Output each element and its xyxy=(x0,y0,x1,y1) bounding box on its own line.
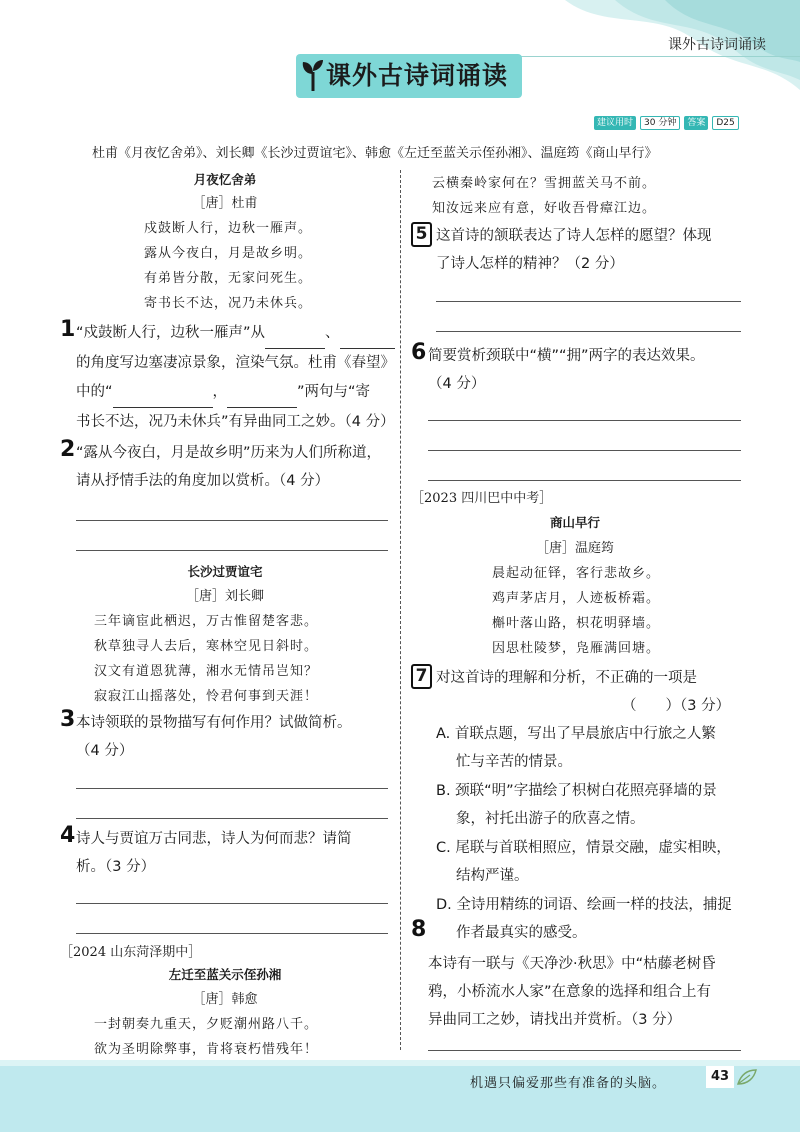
poem-line: 戍鼓断人行，边秋一雁声。 xyxy=(144,221,313,236)
suggested-time-label: 建议用时 xyxy=(594,116,636,130)
answer-line[interactable] xyxy=(428,1050,741,1051)
answer-code: D25 xyxy=(712,116,738,130)
question-number: 8 xyxy=(411,917,427,942)
question-number: 1 xyxy=(60,317,76,342)
answer-line[interactable] xyxy=(76,788,388,789)
question-3-line-1: 本诗领联的景物描写有何作用？试做简析。 xyxy=(76,715,352,731)
question-1-line-1: “戍鼓断人行，边秋一雁声”从 、 xyxy=(76,319,395,349)
section-label: 课外古诗词诵读 xyxy=(668,37,766,53)
poem-author: ［唐］韩愈 xyxy=(192,992,258,1007)
option-a-cont: 忙与辛苦的情景。 xyxy=(456,754,572,770)
question-8-line-1: 本诗有一联与《天净沙·秋思》中“枯藤老树昏 xyxy=(428,956,716,972)
question-number: 2 xyxy=(60,437,76,462)
option-c: C. 尾联与首联相照应，情景交融，虚实相映， xyxy=(436,840,731,856)
poem-line: 秋草独寻人去后，寒林空见日斜时。 xyxy=(94,639,319,654)
poem-line: 有弟皆分散，无家问死生。 xyxy=(144,271,313,286)
poem-line: 一封朝奏九重天，夕贬潮州路八千。 xyxy=(94,1017,319,1032)
answer-line[interactable] xyxy=(76,903,388,904)
question-7-line-1: 对这首诗的理解和分析，不正确的一项是 xyxy=(436,670,697,686)
suggested-time-value: 30 分钟 xyxy=(640,116,680,130)
answer-line[interactable] xyxy=(436,301,741,302)
poem-line: 晨起动征铎，客行悲故乡。 xyxy=(492,566,661,581)
question-1-line-3: 中的“ ， ”两句与“寄 xyxy=(76,378,370,408)
fill-blank[interactable] xyxy=(340,319,395,349)
column-divider xyxy=(400,170,401,1050)
poem-line: 知汝远来应有意，好收吾骨瘴江边。 xyxy=(432,201,657,216)
fill-blank[interactable] xyxy=(265,319,325,349)
question-number: 5 xyxy=(411,222,432,247)
question-number: 6 xyxy=(411,340,427,365)
header-brush-decoration xyxy=(545,0,800,120)
meta-badges xyxy=(594,116,739,130)
option-a: A. 首联点题，写出了早晨旅店中行旅之人繁 xyxy=(436,726,716,742)
leaf-icon xyxy=(736,1068,758,1086)
question-number: 7 xyxy=(411,664,432,689)
poem-line: 汉文有道恩犹薄，湘水无情吊岂知？ xyxy=(94,664,319,679)
option-b: B. 颈联“明”字描绘了枳树白花照亮驿墙的景 xyxy=(436,783,717,799)
answer-line[interactable] xyxy=(428,480,741,481)
poem-line: 鸡声茅店月，人迹板桥霜。 xyxy=(492,591,661,606)
poem-line: 因思杜陵梦，凫雁满回塘。 xyxy=(492,641,661,656)
question-number: 4 xyxy=(60,823,76,848)
question-8-line-2: 鸦，小桥流水人家”在意象的选择和组合上有 xyxy=(428,984,712,1000)
poem-line: 寄书长不达，况乃未休兵。 xyxy=(144,296,313,311)
footer-motto: 机遇只偏爱那些有准备的头脑。 xyxy=(470,1076,667,1091)
answer-line[interactable] xyxy=(76,550,388,551)
question-6-line-2: （4 分） xyxy=(428,376,486,392)
answer-line[interactable] xyxy=(76,520,388,521)
answer-line[interactable] xyxy=(76,818,388,819)
question-6-line-1: 简要赏析颈联中“横”“拥”两字的表达效果。 xyxy=(428,348,705,364)
poem-author: ［唐］杜甫 xyxy=(192,196,258,211)
exam-source-tag: ［2024 山东菏泽期中］ xyxy=(60,945,202,960)
question-2-line-2: 请从抒情手法的角度加以赏析。（4 分） xyxy=(76,473,330,489)
footer-stripe xyxy=(0,1060,800,1066)
poem-author: ［唐］温庭筠 xyxy=(535,541,614,556)
poem-author: ［唐］刘长卿 xyxy=(185,589,264,604)
option-d: D. 全诗用精练的词语、绘画一样的技法，捕捉 xyxy=(436,897,732,913)
question-number: 3 xyxy=(60,707,76,732)
question-5-line-2: 了诗人怎样的精神？（2 分） xyxy=(436,256,624,272)
answer-line[interactable] xyxy=(76,933,388,934)
poem-line: 露从今夜白，月是故乡明。 xyxy=(144,246,313,261)
option-b-cont: 象，衬托出游子的欣喜之情。 xyxy=(456,811,645,827)
answer-line[interactable] xyxy=(436,331,741,332)
poem-title: 月夜忆舍弟 xyxy=(193,172,257,187)
source-line: 杜甫《月夜忆舍弟》、刘长卿《长沙过贾谊宅》、韩愈《左迁至蓝关示侄孙湘》、温庭筠《商山早行》 xyxy=(92,146,658,161)
answer-line[interactable] xyxy=(428,450,741,451)
poem-line: 槲叶落山路，枳花明驿墙。 xyxy=(492,616,661,631)
answer-line[interactable] xyxy=(428,420,741,421)
question-8-line-3: 异曲同工之妙，请找出并赏析。（3 分） xyxy=(428,1012,682,1028)
footer-band xyxy=(0,1060,800,1132)
exam-source-tag: ［2023 四川巴中中考］ xyxy=(411,491,553,506)
option-c-cont: 结构严谨。 xyxy=(456,868,529,884)
poem-line: 欲为圣明除弊事，肯将衰朽惜残年！ xyxy=(94,1042,319,1057)
question-4-line-2: 析。（3 分） xyxy=(76,859,156,875)
question-3-line-2: （4 分） xyxy=(76,743,134,759)
poem-line: 寂寂江山摇落处，怜君何事到天涯！ xyxy=(94,689,319,704)
option-d-cont: 作者最真实的感受。 xyxy=(456,925,587,941)
poem-title: 左迁至蓝关示侄孙湘 xyxy=(168,967,282,982)
sprout-icon xyxy=(300,58,326,92)
poem-title: 商山早行 xyxy=(549,515,600,530)
question-1-line-2: 的角度写边塞凄凉景象，渲染气氛。杜甫《春望》 xyxy=(76,355,395,371)
question-1-line-4: 书长不达，况乃未休兵”有异曲同工之妙。（4 分） xyxy=(76,414,395,430)
question-4-line-1: 诗人与贾谊万古同悲，诗人为何而悲？请简 xyxy=(76,831,352,847)
poem-line: 三年谪宦此栖迟，万古惟留楚客悲。 xyxy=(94,614,319,629)
page-number: 43 xyxy=(706,1066,734,1088)
page-title: 课外古诗词诵读 xyxy=(326,61,509,90)
question-2-line-1: “露从今夜白，月是故乡明”历来为人们所称道， xyxy=(76,445,382,461)
answer-label: 答案 xyxy=(684,116,708,130)
answer-paren[interactable]: （ ）（3 分） xyxy=(622,698,731,714)
poem-title: 长沙过贾谊宅 xyxy=(187,564,263,579)
poem-line: 云横秦岭家何在？雪拥蓝关马不前。 xyxy=(432,176,657,191)
fill-blank[interactable] xyxy=(227,378,297,408)
question-5-line-1: 这首诗的颔联表达了诗人怎样的愿望？体现 xyxy=(436,228,712,244)
fill-blank[interactable] xyxy=(113,378,213,408)
